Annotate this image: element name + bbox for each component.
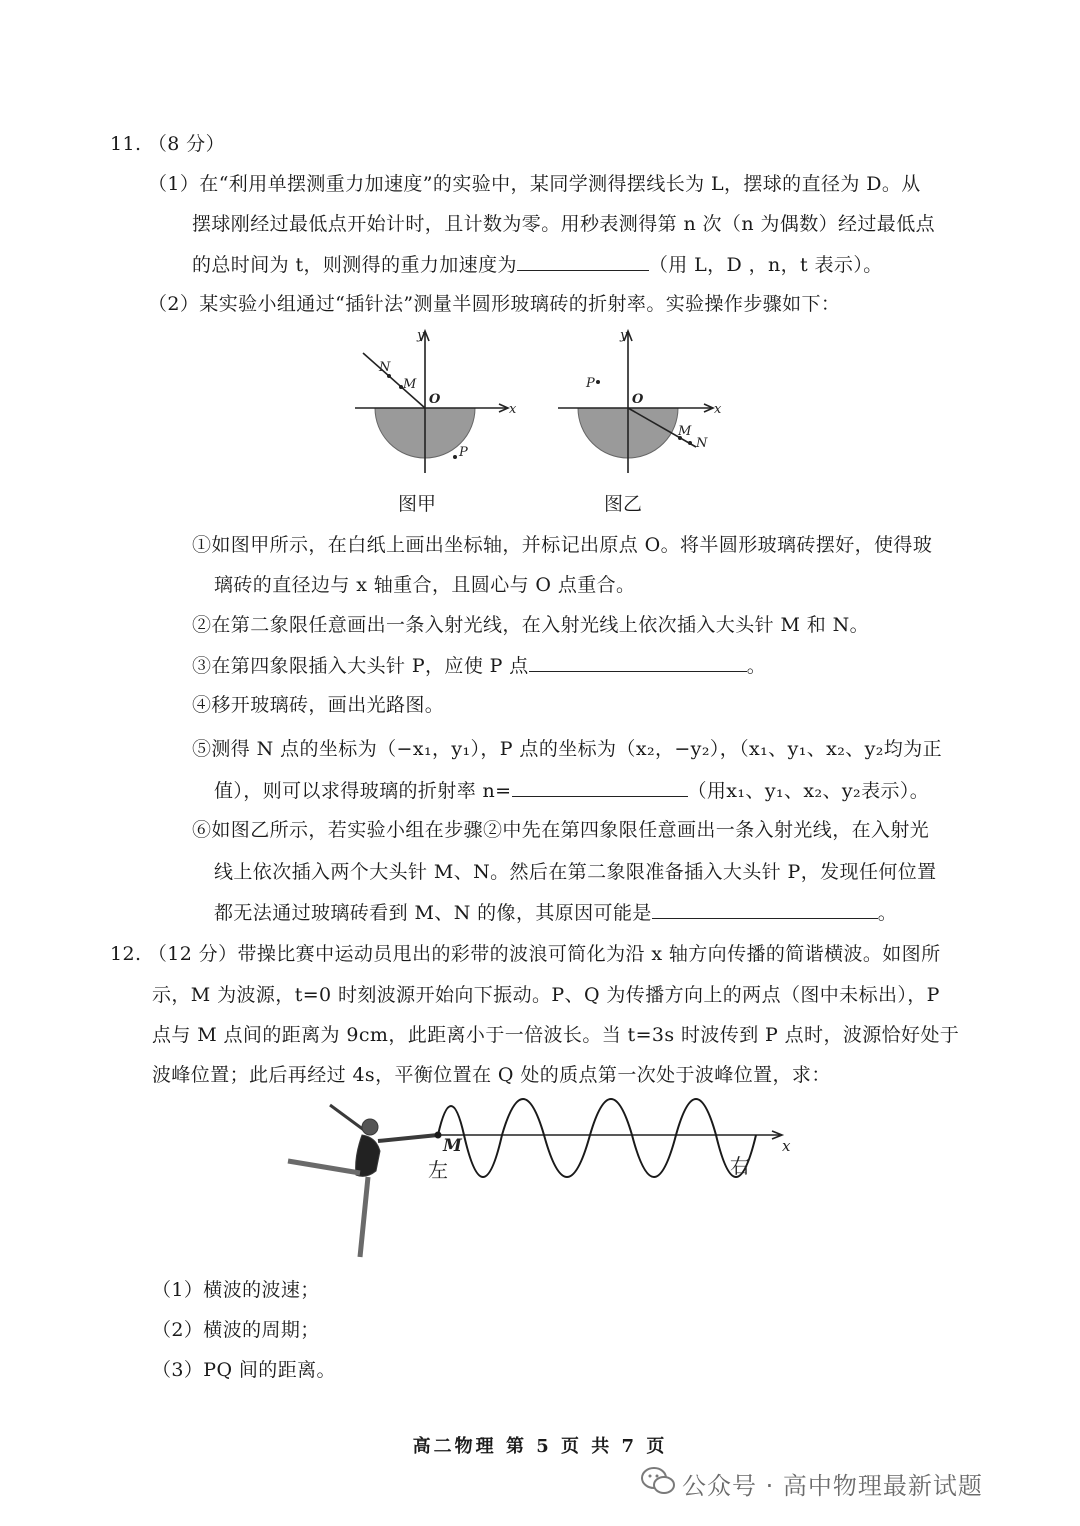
q11-step1-line1: ①如图甲所示，在白纸上画出坐标轴，并标记出原点 O。将半圆形玻璃砖摆好，使得玻 — [192, 534, 933, 556]
figure-b — [550, 325, 750, 485]
q11-step5-line2-tail: （用x₁、y₁、x₂、y₂表示）。 — [687, 780, 930, 802]
figure-b-caption: 图乙 — [604, 493, 643, 515]
q11-step6-line3 — [214, 900, 897, 925]
figure-b-m-label: M — [678, 424, 692, 439]
figure-a-o-label: O — [429, 392, 441, 407]
figure-b-n-label: N — [696, 436, 708, 451]
wave-left-label: 左 — [428, 1158, 448, 1182]
q11-part1-line3 — [192, 252, 883, 277]
q11-step4: ④移开玻璃砖，画出光路图。 — [192, 694, 445, 716]
answer-blank-reason[interactable] — [652, 900, 878, 919]
gymnast-figure — [288, 1105, 438, 1257]
q11-part1-line3-text: 的总时间为 t，则测得的重力加速度为 — [192, 254, 517, 276]
q11-step6-line1: ⑥如图乙所示，若实验小组在步骤②中先在第四象限任意画出一条入射光线，在入射光 — [192, 819, 930, 841]
q11-step1-line2: 璃砖的直径边与 x 轴重合，且圆心与 O 点重合。 — [214, 574, 636, 596]
answer-blank-n[interactable] — [512, 778, 688, 797]
q11-step3-tail: 。 — [746, 655, 767, 677]
q11-heading: 11. （8 分） — [110, 133, 225, 155]
q12-line4: 波峰位置；此后再经过 4s，平衡位置在 Q 处的质点第一次处于波峰位置，求： — [152, 1064, 831, 1086]
figure-b-x-label: x — [714, 402, 722, 417]
figure-b-o-label: O — [632, 392, 644, 407]
wechat-icon — [640, 1466, 676, 1496]
q12-sub3: （3）PQ 间的距离。 — [152, 1359, 336, 1381]
q12-line2: 示，M 为波源，t=0 时刻波源开始向下振动。P、Q 为传播方向上的两点（图中未标出），P — [152, 984, 940, 1006]
figure-a-caption: 图甲 — [398, 493, 437, 515]
page-footer: 高二物理 第 5 页 共 7 页 — [412, 1436, 668, 1457]
answer-blank-p-position[interactable] — [529, 653, 747, 672]
q11-step5-line2 — [214, 778, 929, 803]
figure-a-m-label: M — [403, 377, 417, 392]
figure-a-n-label: N — [379, 360, 391, 375]
q11-part1-line1: （1）在“利用单摆测重力加速度”的实验中，某同学测得摆线长为 L，摆球的直径为 D。从 — [148, 173, 921, 195]
answer-blank-g[interactable] — [517, 252, 649, 271]
wave-source-m — [435, 1132, 442, 1139]
wave-right-label: 右 — [730, 1154, 750, 1178]
q12-line1: 12. （12 分）带操比赛中运动员甩出的彩带的波浪可简化为沿 x 轴方向传播的简谐横波。如图所 — [110, 943, 941, 965]
q11-part1-line3-tail: （用 L，D ，n，t 表示）。 — [648, 254, 883, 276]
q11-part2-intro: （2）某实验小组通过“插针法”测量半圆形玻璃砖的折射率。实验操作步骤如下： — [148, 293, 841, 315]
figure-a-x-label: x — [509, 402, 517, 417]
q11-step3-text: ③在第四象限插入大头针 P，应使 P 点 — [192, 655, 529, 677]
figure-a-y-label: y — [417, 328, 425, 343]
q12-line3: 点与 M 点间的距离为 9cm，此距离小于一倍波长。当 t=3s 时波传到 P 点时，波源恰好处于 — [152, 1024, 960, 1046]
wave-m-label: M — [443, 1136, 462, 1156]
figure-a — [345, 325, 545, 485]
figure-b-p-label: P — [586, 376, 595, 391]
q11-step3 — [192, 653, 766, 678]
figure-b-y-label: y — [620, 328, 628, 343]
q12-sub1: （1）横波的波速； — [152, 1279, 320, 1301]
q11-step2: ②在第二象限任意画出一条入射光线，在入射光线上依次插入大头针 M 和 N。 — [192, 614, 869, 636]
q11-step6-line3-tail: 。 — [877, 902, 898, 924]
q11-step6-line3-text: 都无法通过玻璃砖看到 M、N 的像，其原因可能是 — [214, 902, 652, 924]
q11-part1-line2: 摆球刚经过最低点开始计时，且计数为零。用秒表测得第 n 次（n 为偶数）经过最低点 — [192, 213, 935, 235]
q11-step5-line1: ⑤测得 N 点的坐标为（−x₁，y₁），P 点的坐标为（x₂，−y₂），（x₁、y₁、x₂、y₂均为正 — [192, 738, 942, 760]
watermark: 公众号 · 高中物理最新试题 — [682, 1472, 983, 1500]
wave-x-label: x — [782, 1137, 791, 1155]
q11-step5-line2-text: 值），则可以求得玻璃的折射率 n= — [214, 780, 512, 802]
wave-curve — [438, 1099, 756, 1177]
q12-sub2: （2）横波的周期； — [152, 1319, 320, 1341]
figure-a-p-label: P — [459, 445, 468, 460]
wave-figure — [280, 1095, 800, 1265]
q11-step6-line2: 线上依次插入两个大头针 M、N。然后在第二象限准备插入大头针 P，发现任何位置 — [214, 861, 937, 883]
